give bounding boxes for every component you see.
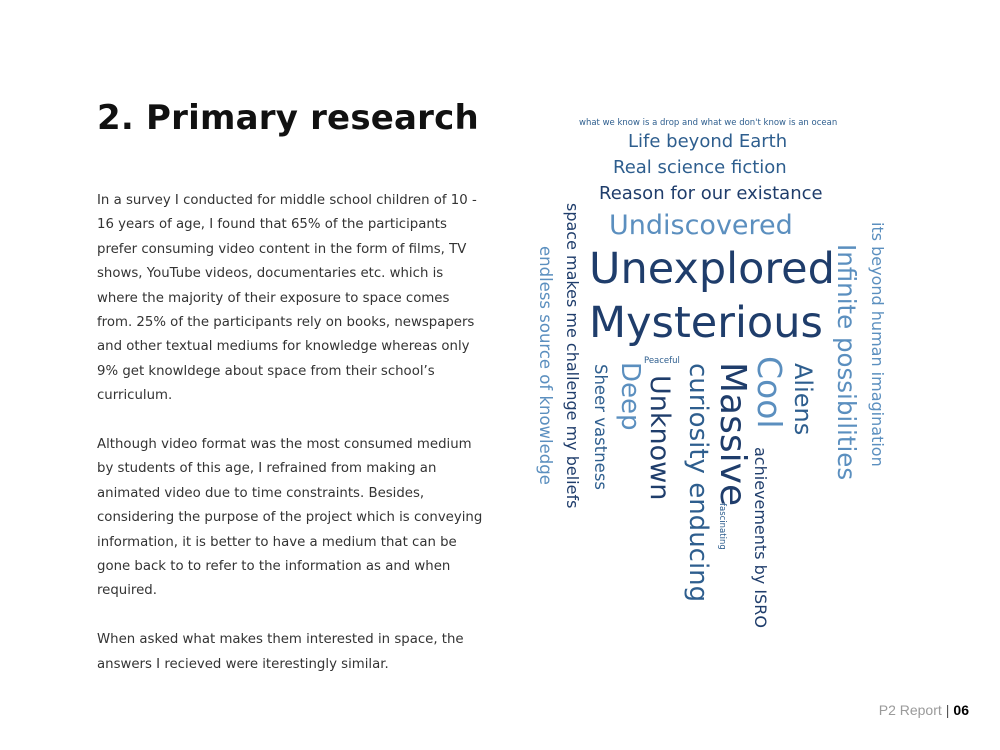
footer-page-number: 06 bbox=[953, 702, 969, 718]
word-drop-ocean: what we know is a drop and what we don't know is an ocean bbox=[579, 118, 838, 128]
word-beyond-imagination: its beyond human imagination bbox=[868, 222, 887, 467]
word-aliens: Aliens bbox=[789, 363, 817, 436]
body-text bbox=[97, 189, 487, 701]
word-peaceful: Peaceful bbox=[644, 356, 680, 366]
word-undiscovered: Undiscovered bbox=[609, 210, 793, 241]
word-life-beyond: Life beyond Earth bbox=[628, 131, 788, 152]
word-massive: Massive bbox=[712, 362, 753, 507]
footer bbox=[879, 702, 969, 718]
word-endless: endless source of knowledge bbox=[536, 246, 555, 485]
word-isro: achievements by ISRO bbox=[751, 447, 770, 628]
word-fascinating: fascinating bbox=[717, 503, 727, 550]
paragraph-video-format: Although video format was the most consumed medium by students of this age, I refrained from making an animated video due to time constraints. Besides, considering the purpose of the project which is conveying information, it is better to have a medium that can be gone back to to refer to the information as and when required. bbox=[97, 437, 483, 599]
word-cool: Cool bbox=[750, 356, 789, 429]
word-deep: Deep bbox=[615, 362, 645, 431]
paragraph-survey: In a survey I conducted for middle school children of 10 - 16 years of age, I found that 65% of the participants prefer consuming video content in the form of films, TV shows, YouTube videos, documentaries etc. which is where the majority of their exposure to space comes from. 25% of the participants rely on books, newspapers and other textual mediums for knowledge whereas only 9% get knowldege about space from their school’s curriculum. bbox=[97, 193, 477, 404]
paragraph-interest: When asked what makes them interested in space, the answers I recieved were iterestingly similar. bbox=[97, 632, 464, 672]
word-challenge: space makes me challenge my beliefs bbox=[563, 203, 582, 509]
word-unknown: Unknown bbox=[644, 375, 675, 501]
word-curiosity: curiosity enducing bbox=[683, 363, 713, 603]
word-mysterious: Mysterious bbox=[589, 298, 823, 348]
word-unexplored: Unexplored bbox=[589, 244, 835, 294]
word-vastness: Sheer vastness bbox=[591, 364, 610, 491]
page-title: 2. Primary research bbox=[97, 98, 479, 138]
footer-report-label: P2 Report bbox=[878, 702, 942, 718]
footer-separator: | bbox=[945, 702, 950, 718]
word-infinite: Infinite possibilities bbox=[832, 244, 861, 481]
word-real-scifi: Real science fiction bbox=[613, 157, 787, 178]
word-reason: Reason for our existance bbox=[599, 183, 823, 204]
